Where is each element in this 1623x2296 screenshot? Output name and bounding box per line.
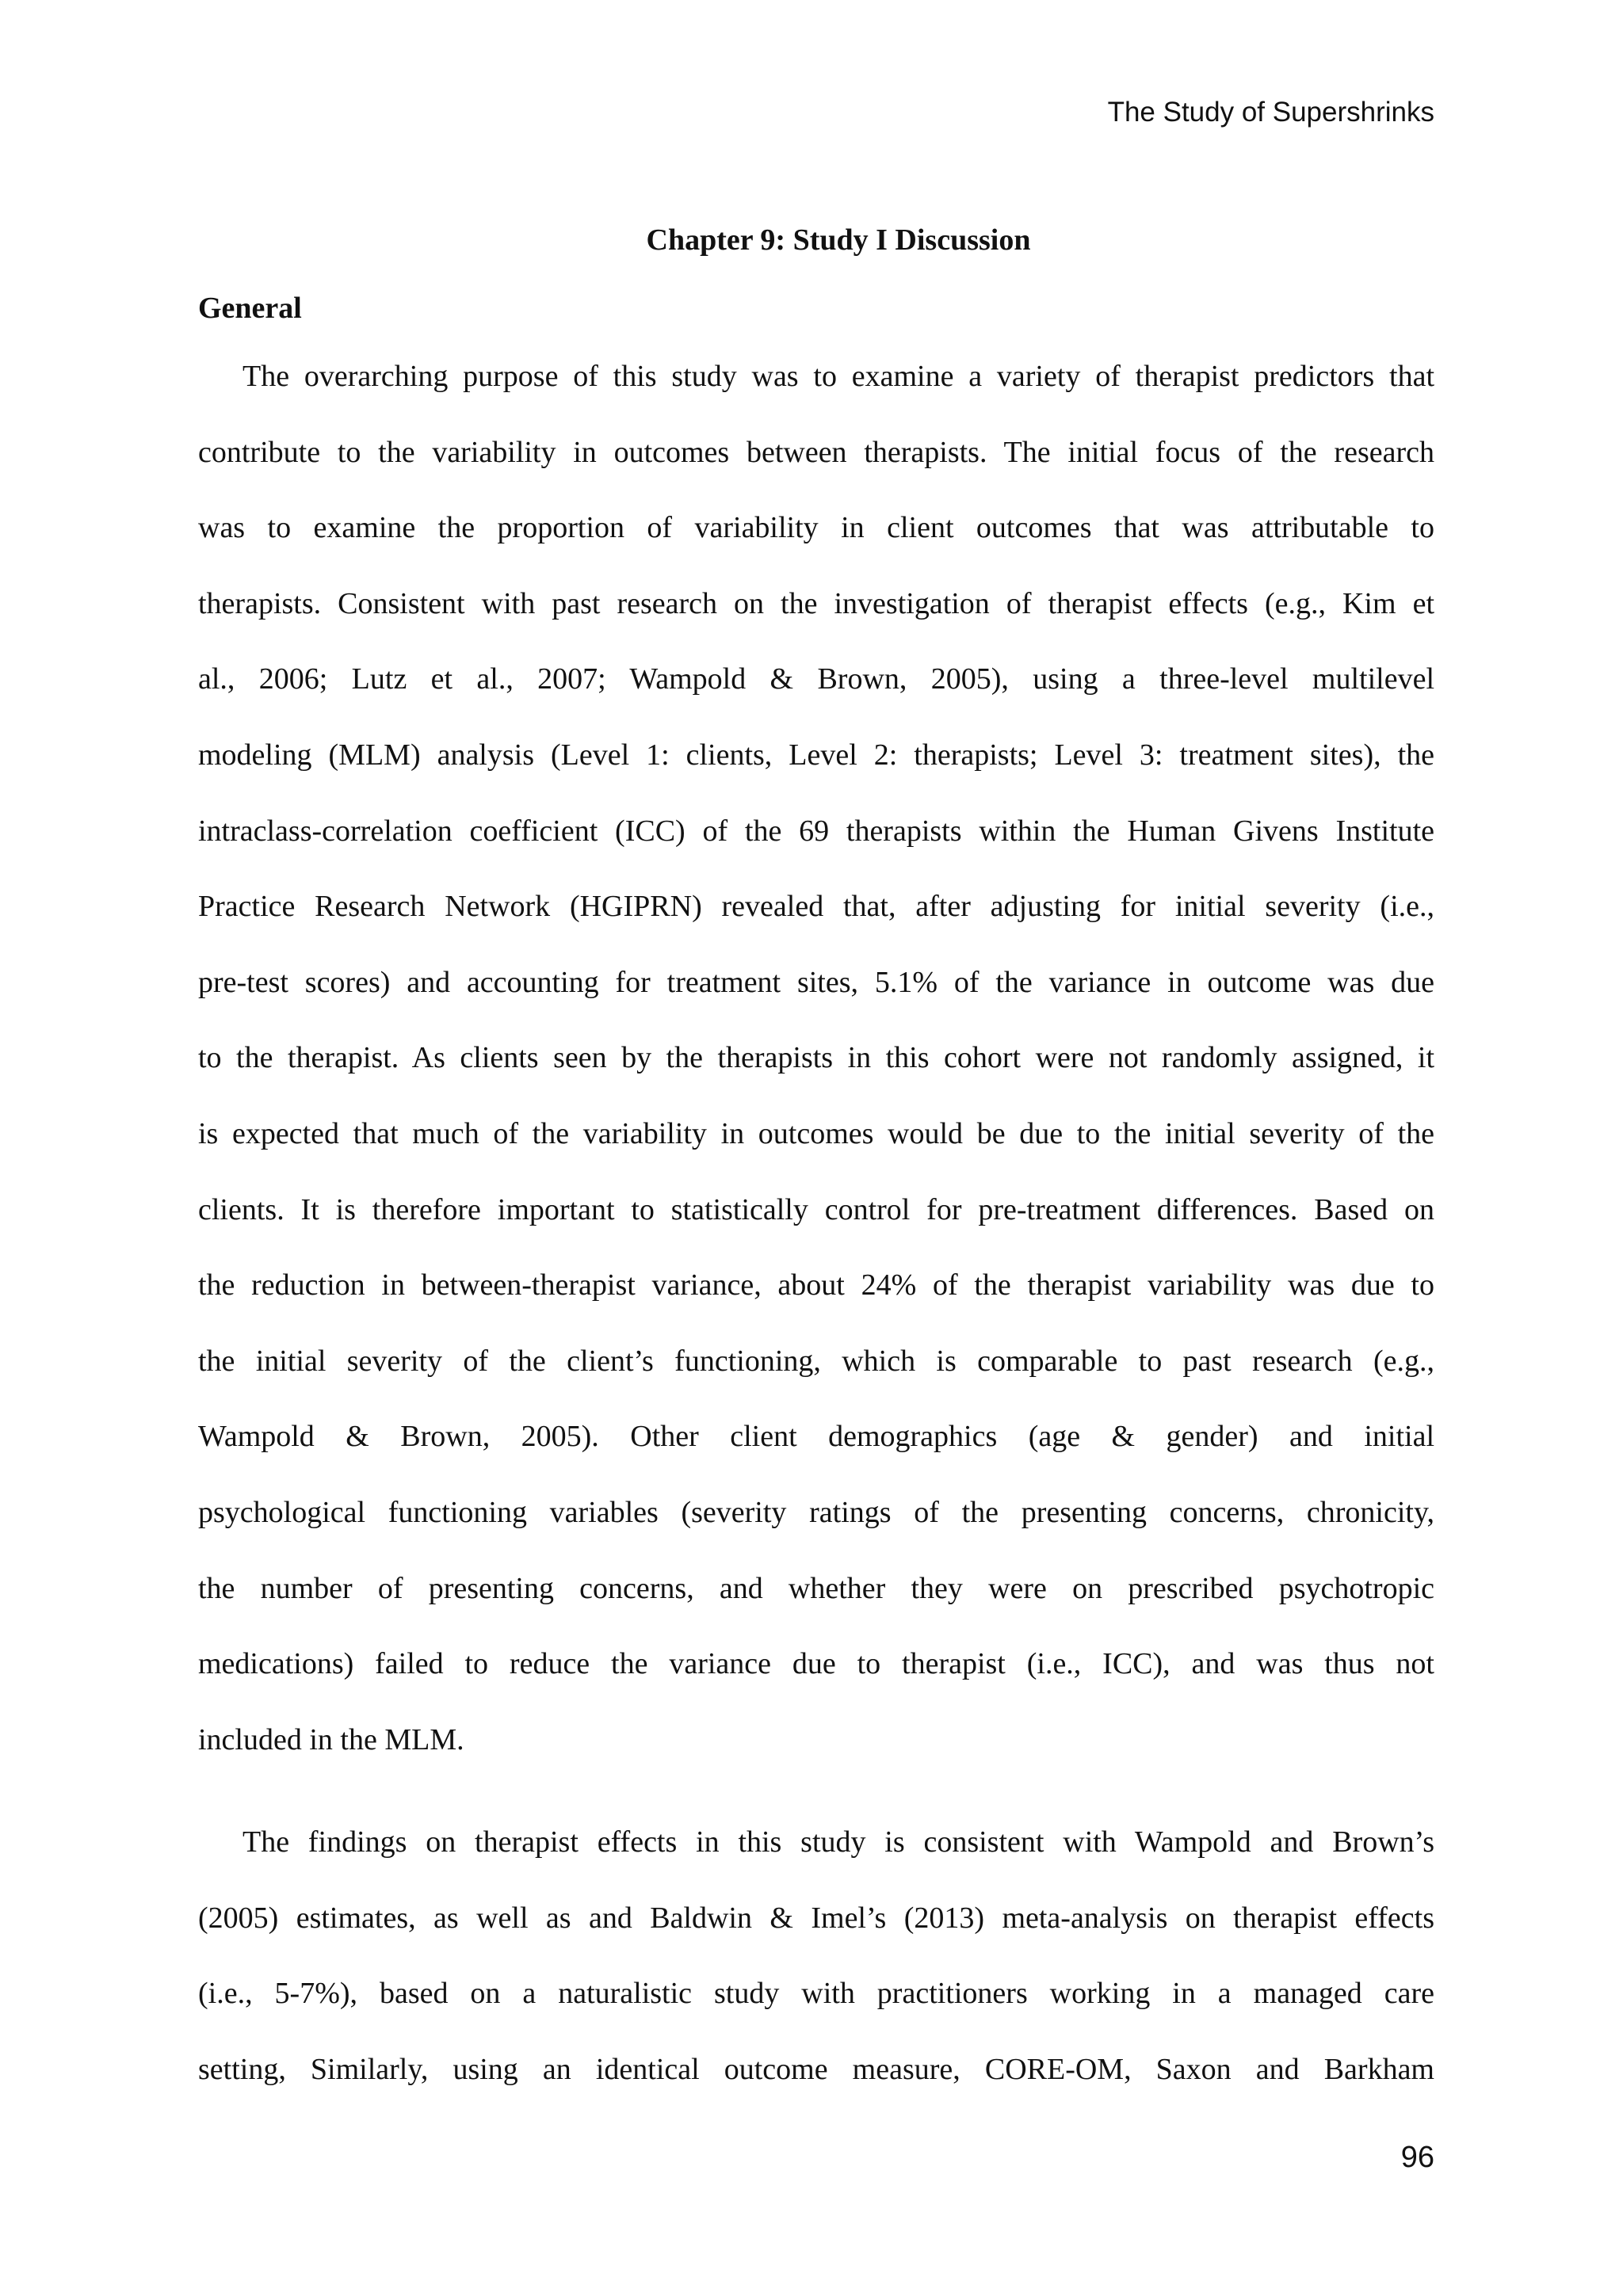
text-line: Practice Research Network (HGIPRN) revealed that, after adjusting for initial severity (i.e., [198,890,1434,924]
text-line: (2005) estimates, as well as and Baldwin & Imel’s (2013) meta-analysis on therapist effects [198,1901,1434,1935]
text-line: The overarching purpose of this study was to examine a variety of therapist predictors that [242,360,1434,393]
text-line: was to examine the proportion of variability in client outcomes that was attributable to [198,511,1434,545]
section-heading: General [198,292,302,325]
text-line: setting, Similarly, using an identical outcome measure, CORE-OM, Saxon and Barkham [198,2052,1434,2086]
page-number: 96 [1400,2141,1434,2174]
text-line: clients. It is therefore important to statistically control for pre-treatment differences. Based on [198,1192,1434,1226]
text-line: medications) failed to reduce the variance due to therapist (i.e., ICC), and was thus not [198,1647,1434,1681]
text-line: is expected that much of the variability in outcomes would be due to the initial severity of the [198,1116,1434,1150]
text-line: the initial severity of the client’s functioning, which is comparable to past research (e.g., [198,1344,1434,1378]
text-line: (i.e., 5-7%), based on a naturalistic study with practitioners working in a managed care [198,1977,1434,2011]
text-line: modeling (MLM) analysis (Level 1: clients, Level 2: therapists; Level 3: treatment sites), the [198,738,1434,772]
paragraph-2 [198,1805,1434,2107]
text-line: to the therapist. As clients seen by the therapists in this cohort were not randomly assigned, it [198,1041,1434,1075]
text-line: the reduction in between-therapist variance, about 24% of the therapist variability was due to [198,1268,1434,1302]
text-line: therapists. Consistent with past research on the investigation of therapist effects (e.g., Kim et [198,586,1434,620]
text-line: pre-test scores) and accounting for treatment sites, 5.1% of the variance in outcome was due [198,965,1434,999]
text-line: contribute to the variability in outcomes between therapists. The initial focus of the research [198,435,1434,469]
paragraph-1 [198,339,1434,1778]
text-line: The findings on therapist effects in this study is consistent with Wampold and Brown’s [242,1825,1434,1859]
text-line: the number of presenting concerns, and whether they were on prescribed psychotropic [198,1571,1434,1605]
text-line: Wampold & Brown, 2005). Other client demographics (age & gender) and initial [198,1420,1434,1454]
chapter-title: Chapter 9: Study I Discussion [646,223,1031,257]
text-line: intraclass-correlation coefficient (ICC) of the 69 therapists within the Human Givens Institute [198,814,1434,848]
text-line: al., 2006; Lutz et al., 2007; Wampold & Brown, 2005), using a three-level multilevel [198,662,1434,696]
text-line: psychological functioning variables (severity ratings of the presenting concerns, chronicity, [198,1495,1434,1529]
running-head: The Study of Supershrinks [1107,97,1434,128]
text-line: included in the MLM. [198,1722,464,1756]
